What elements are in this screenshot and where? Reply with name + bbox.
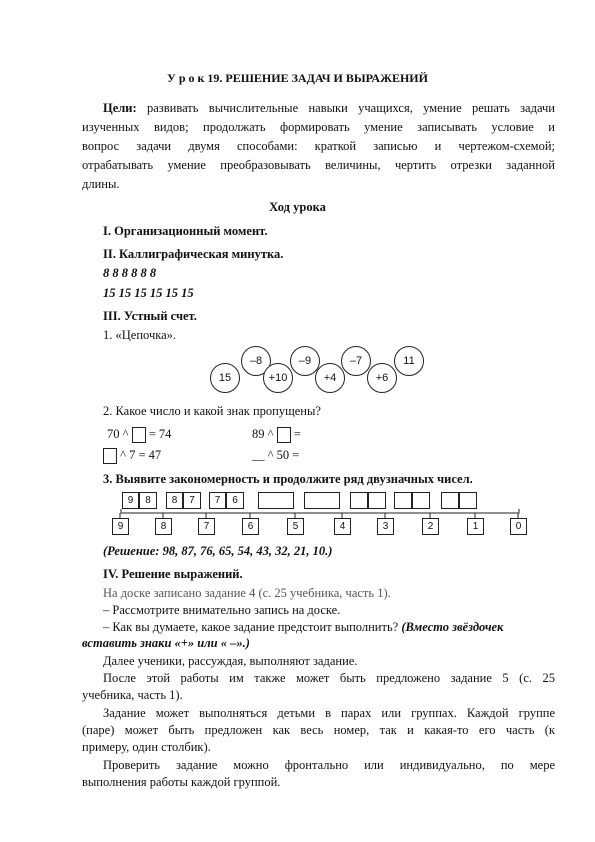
pattern-bottom-cell: 5	[287, 518, 304, 535]
chain-circle-top-1: –8	[241, 346, 271, 376]
goals-line-5: длины.	[82, 177, 120, 191]
solution-line: (Решение: 98, 87, 76, 65, 54, 43, 32, 21, 10.)	[103, 544, 333, 558]
missing-expr-1-left: 70 ^	[107, 427, 129, 441]
pattern-bottom-cell: 9	[112, 518, 129, 535]
chain-circle-bottom-2: +10	[263, 363, 293, 393]
missing-expr-2-right: =	[293, 427, 301, 441]
pattern-top-cell	[412, 492, 430, 509]
section-2-heading: II. Каллиграфическая минутка.	[103, 247, 284, 261]
paragraph-2-line-2: учебника, часть 1).	[82, 688, 183, 702]
pattern-top-cell	[350, 492, 368, 509]
pattern-bottom-cell: 3	[377, 518, 394, 535]
pattern-top-cell: 6	[226, 492, 244, 509]
board-text: На доске записано задание 4 (с. 25 учебника, часть 1).	[103, 586, 391, 600]
pattern-bottom-cell: 8	[155, 518, 172, 535]
missing-expr-4-left: __	[252, 448, 265, 462]
course-heading: Ход урока	[269, 200, 326, 214]
question-2: 2. Какое число и какой знак пропущены?	[103, 404, 321, 418]
pattern-top-cell: 9	[122, 492, 139, 509]
missing-expr-4-right: ^ 50 =	[267, 448, 300, 462]
goals-label: Цели:	[103, 101, 137, 115]
section-4-heading: IV. Решение выражений.	[103, 567, 243, 581]
pattern-bottom-cell: 0	[510, 518, 527, 535]
missing-expr-2-left: 89 ^	[252, 427, 274, 441]
pattern-top-cell	[441, 492, 459, 509]
chain-circle-top-2: –9	[290, 346, 320, 376]
pattern-bottom-cell: 1	[467, 518, 484, 535]
chain-label: 1. «Цепочка».	[103, 328, 177, 342]
pattern-top-cell: 7	[183, 492, 201, 509]
pattern-top-cell: 8	[139, 492, 157, 509]
chain-circle-top-4: 11	[394, 346, 424, 376]
dialog-line-1: – Рассмотрите внимательно запись на доске.	[103, 603, 341, 617]
chain-circle-top-3: –7	[341, 346, 371, 376]
pattern-top-cell	[368, 492, 386, 509]
dialog-line-2: – Как вы думаете, какое задание предстоит выполнить?	[103, 620, 399, 634]
chain-circle-bottom-4: +6	[367, 363, 397, 393]
missing-expr-3-right: ^ 7 = 47	[120, 448, 162, 462]
pattern-bottom-cell: 6	[242, 518, 259, 535]
pattern-top-cell	[394, 492, 412, 509]
section-1-heading: I. Организационный момент.	[103, 224, 268, 238]
missing-expr-1-right: = 74	[148, 427, 172, 441]
dialog-note-2: вставить знаки «+» или « –».)	[82, 636, 250, 650]
goals-line-3: вопрос задачи двумя способами: краткой записью и чертежом-схемой;	[82, 139, 555, 153]
pattern-top-cell	[304, 492, 340, 509]
paragraph-2-line-1: После этой работы им также может быть предложено задание 5 (с. 25	[103, 671, 555, 685]
pattern-top-cell: 8	[166, 492, 183, 509]
paragraph-4-line-1: Проверить задание можно фронтально или индивидуально, по мере	[103, 758, 555, 772]
question-3: 3. Выявите закономерность и продолжите ряд двузначных чисел.	[103, 472, 473, 486]
chain-circle-bottom-1: 15	[210, 363, 240, 393]
pattern-top-cell	[258, 492, 294, 509]
goals-line-1: развивать вычислительные навыки учащихся, умение решать задачи	[147, 101, 555, 115]
pattern-top-cell: 7	[209, 492, 226, 509]
goals-line-2: изученных видов; продолжать формировать умение записывать условие и	[82, 120, 555, 134]
pattern-bottom-cell: 7	[198, 518, 215, 535]
chain-circle-bottom-3: +4	[315, 363, 345, 393]
calligraphy-line-2: 15 15 15 15 15 15	[103, 286, 194, 300]
paragraph-4-line-2: выполнения работы каждой группой.	[82, 775, 281, 789]
lesson-title: У р о к 19. РЕШЕНИЕ ЗАДАЧ И ВЫРАЖЕНИЙ	[167, 71, 428, 85]
paragraph-1: Далее ученики, рассуждая, выполняют задание.	[103, 654, 358, 668]
goals-line-4: отрабатывать умение преобразовывать величины, чертить отрезки заданной	[82, 158, 555, 172]
pattern-bottom-cell: 2	[422, 518, 439, 535]
section-3-heading: III. Устный счет.	[103, 309, 197, 323]
dialog-note-1: (Вместо звёздочек	[401, 620, 504, 634]
paragraph-3-line-1: Задание может выполняться детьми в парах или группах. Каждой группе	[103, 706, 555, 720]
calligraphy-line-1: 8 8 8 8 8 8	[103, 266, 157, 280]
pattern-bottom-cell: 4	[334, 518, 351, 535]
pattern-top-cell	[459, 492, 477, 509]
paragraph-3-line-2: (паре) может быть предложен как весь номер, так и какая-то его часть (к	[82, 723, 555, 737]
paragraph-3-line-3: примеру, один столбик).	[82, 740, 211, 754]
